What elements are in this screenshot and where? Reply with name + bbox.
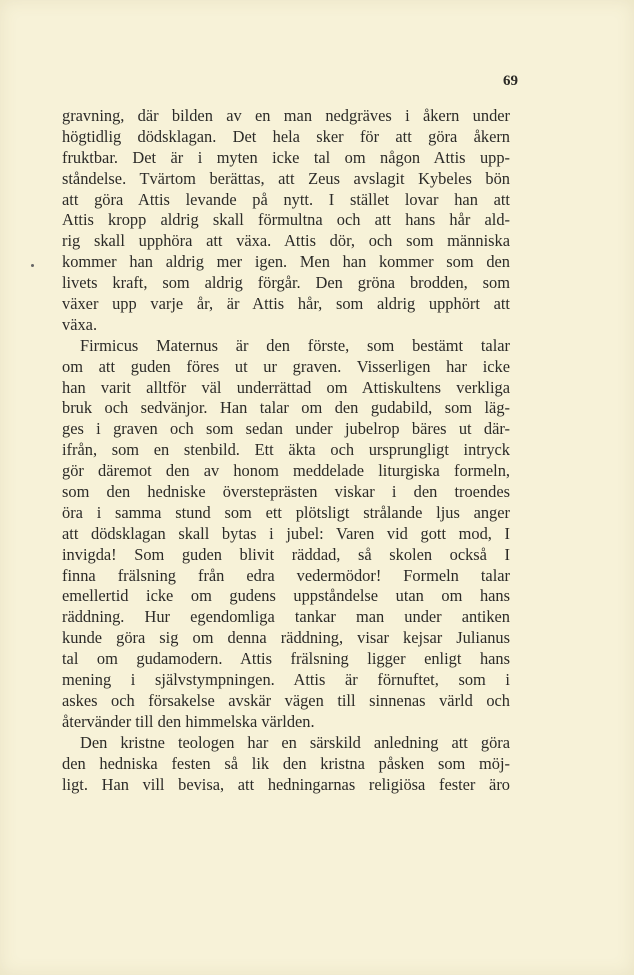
text-line: gör däremot den av honom meddelade liturgiska formeln, [62, 461, 510, 481]
text-line: tal om gudamodern. Attis frälsning ligger enligt hans [62, 649, 510, 669]
text-line: invigda! Som guden blivit räddad, så skolen också I [62, 544, 510, 564]
text-line: gravning, där bilden av en man nedgräves i åkern under [62, 106, 510, 125]
text-line: ligt. Han vill bevisa, att hedningarnas religiösa fester äro [62, 774, 510, 794]
text-line: ståndelse. Tvärtom berättas, att Zeus avslagit Kybeles bön [62, 168, 510, 188]
text-line: fruktbar. Det är i myten icke tal om någon Attis upp- [62, 147, 510, 167]
text-line: finna frälsning från edra vedermödor! Formeln talar [62, 565, 510, 585]
margin-mark [31, 264, 34, 267]
paragraph-1 [62, 106, 510, 336]
text-line: emellertid icke om gudens uppståndelse utan om hans [62, 586, 510, 606]
text-line: högtidlig dödsklagan. Det hela sker för att göra åkern [62, 126, 510, 146]
text-line: bruk och sedvänjor. Han talar om den gudabild, som läg- [62, 398, 510, 418]
text-line: rig skall upphöra att växa. Attis dör, och som människa [62, 231, 510, 251]
text-line: växer upp varje år, är Attis hår, som aldrig upphört att [62, 294, 510, 314]
text-line: den hedniska festen så lik den kristna påsken som möj- [62, 753, 510, 773]
text-line: om att guden föres ut ur graven. Visserligen har icke [62, 356, 510, 376]
text-line: räddning. Hur egendomliga tankar man under antiken [62, 607, 510, 627]
text-line: att göra Attis levande på nytt. I stället lovar han att [62, 189, 510, 209]
page-number: 69 [503, 73, 518, 89]
text-line: Firmicus Maternus är den förste, som bestämt talar [80, 335, 510, 355]
text-line: Den kristne teologen har en särskild anledning att göra [80, 732, 510, 752]
text-line: som den hedniske översteprästen viskar i den troendes [62, 482, 510, 502]
text-line: askes och försakelse avskär vägen till sinnenas värld och [62, 690, 510, 710]
text-line: mening i självstympningen. Attis är förnuftet, som i [62, 670, 510, 690]
text-line: att dödsklagan skall bytas i jubel: Varen vid gott mod, I [62, 523, 510, 543]
text-line: Attis kropp aldrig skall förmultna och att hans hår ald- [62, 210, 510, 230]
text-line: han varit alltför väl underrättad om Attiskultens verkliga [62, 377, 510, 397]
paragraph-2 [62, 336, 510, 733]
text-line: återvänder till den himmelska världen. [62, 711, 315, 731]
text-line: växa. [62, 314, 98, 334]
paragraph-3 [62, 733, 510, 796]
text-line: ifrån, som en stenbild. Ett äkta och ursprungligt intryck [62, 440, 510, 460]
text-line: kommer han aldrig mer igen. Men han kommer som den [62, 252, 510, 272]
text-line: kunde göra sig om denna räddning, visar kejsar Julianus [62, 628, 510, 648]
text-line: ges i graven och som sedan under jubelrop bäres ut där- [62, 419, 510, 439]
text-line: öra i samma stund som ett plötsligt strålande ljus anger [62, 502, 510, 522]
body-text [62, 106, 510, 795]
text-line: livets kraft, som aldrig förgår. Den gröna brodden, som [62, 273, 510, 293]
